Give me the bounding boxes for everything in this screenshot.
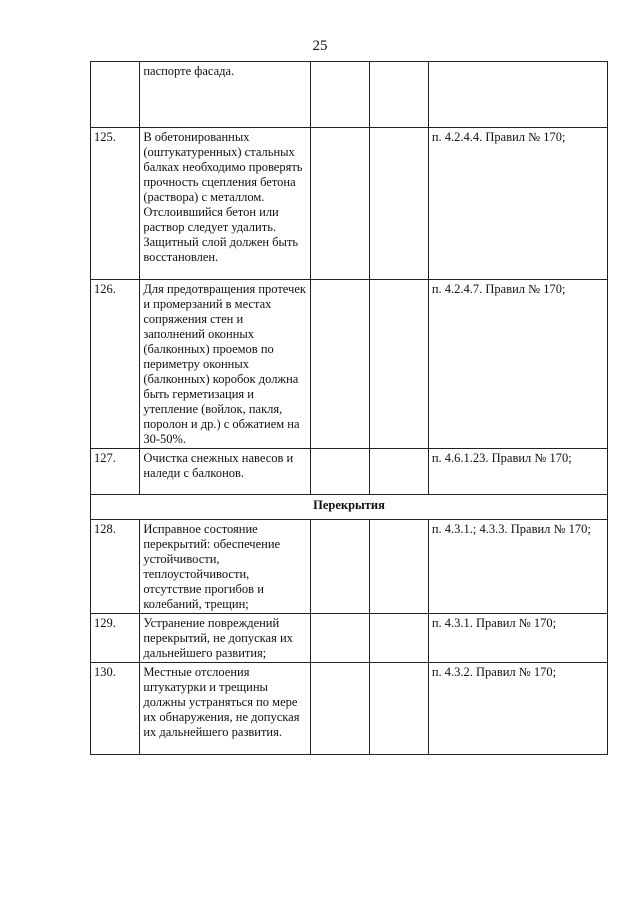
row-number: 125. [91,128,140,280]
row-reference: п. 4.3.2. Правил № 170; [428,663,607,755]
row-empty-cell-a [310,449,369,495]
table-row [91,663,608,755]
row-empty-cell-b [369,128,428,280]
table-row [91,128,608,280]
row-empty-cell-a [310,62,369,128]
table-row [91,614,608,663]
row-requirement-text: Местные отслоения штукатурки и трещины должны устраняться по мере их обнаружения, не допуская их дальнейшего развития. [140,663,311,755]
table-row [91,520,608,614]
row-empty-cell-a [310,128,369,280]
row-requirement-text: Для предотвращения протечек и промерзаний в местах сопряжения стен и заполнений оконных (балконных) проемов по периметру оконных (балконных) коробок должна быть герметизация и утепление (войлок, пакля, поролон и др.) с обжатием на 30-50%. [140,280,311,449]
row-requirement-text: Устранение повреждений перекрытий, не допуская их дальнейшего развития; [140,614,311,663]
row-reference: п. 4.3.1.; 4.3.3. Правил № 170; [428,520,607,614]
section-title: Перекрытия [313,498,385,512]
row-empty-cell-b [369,62,428,128]
row-reference: п. 4.3.1. Правил № 170; [428,614,607,663]
row-empty-cell-a [310,520,369,614]
row-empty-cell-b [369,520,428,614]
row-requirement-text: паспорте фасада. [140,62,311,128]
section-header [91,495,608,520]
row-number: 126. [91,280,140,449]
row-reference: п. 4.2.4.4. Правил № 170; [428,128,607,280]
row-empty-cell-a [310,280,369,449]
row-number: 127. [91,449,140,495]
row-empty-cell-a [310,663,369,755]
table-body-top [91,62,608,495]
table-row [91,449,608,495]
page-number: 25 [312,38,328,54]
row-requirement-text: Исправное состояние перекрытий: обеспечение устойчивости, теплоустойчивости, отсутствие прогибов и колебаний, трещин; [140,520,311,614]
requirements-table [90,61,608,755]
row-empty-cell-b [369,280,428,449]
row-empty-cell-b [369,449,428,495]
row-number: 129. [91,614,140,663]
table-row [91,280,608,449]
row-reference: п. 4.2.4.7. Правил № 170; [428,280,607,449]
row-reference [428,62,607,128]
row-empty-cell-b [369,614,428,663]
row-empty-cell-b [369,663,428,755]
row-number [91,62,140,128]
section-title-cell [91,495,608,520]
table-body-bottom [91,520,608,755]
section-row [91,495,608,520]
row-requirement-text: В обетонированных (оштукатуренных) стальных балках необходимо проверять прочность сцепления бетона (раствора) с металлом. Отслоившийся бетон или раствор следует удалить. Защитный слой должен быть восстановлен. [140,128,311,280]
row-number: 130. [91,663,140,755]
row-empty-cell-a [310,614,369,663]
row-number: 128. [91,520,140,614]
row-reference: п. 4.6.1.23. Правил № 170; [428,449,607,495]
table-row [91,62,608,128]
row-requirement-text: Очистка снежных навесов и наледи с балконов. [140,449,311,495]
